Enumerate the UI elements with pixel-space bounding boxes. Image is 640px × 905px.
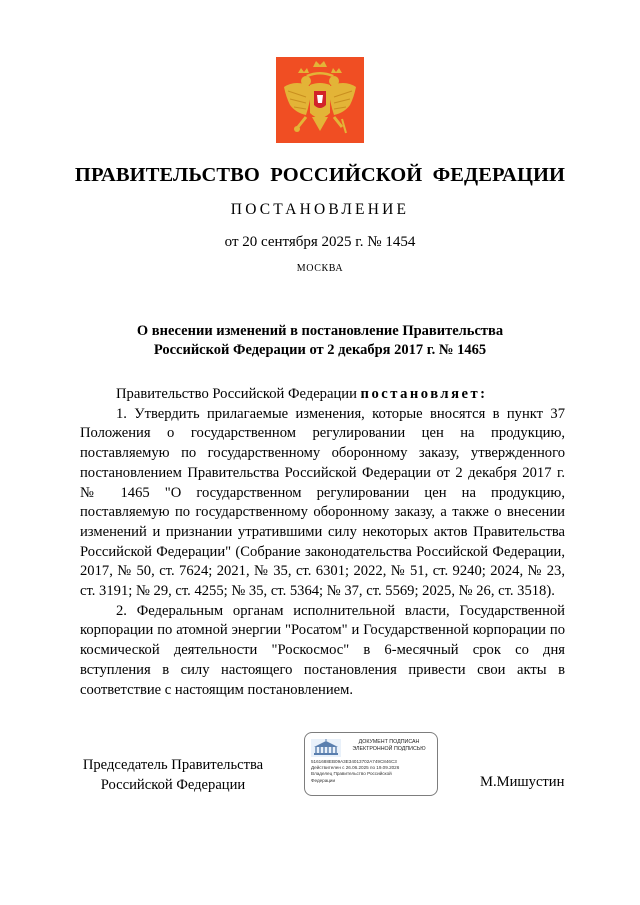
government-title: ПРАВИТЕЛЬСТВО РОССИЙСКОЙ ФЕДЕРАЦИИ bbox=[74, 164, 566, 186]
signatory-position-line-1: Председатель Правительства bbox=[82, 757, 264, 773]
coat-of-arms-icon bbox=[276, 57, 364, 143]
stamp-certificate: 5161688EB09A3E34013702A749C846C3 bbox=[311, 759, 397, 764]
stamp-owner-line-1: Владелец Правительство Российской bbox=[311, 771, 392, 777]
paragraph-item-2: 2. Федеральным органам исполнительной власти, Государственной корпорации по атомной энергии "Росатом" и Государственной корпорации по космической деятельности "Роскосмос" в 6-месячный срок со дня вступления в силу настоящего постановления привести свои акты в соответствие с настоящим постановлением. bbox=[80, 602, 565, 698]
document-city: МОСКВА bbox=[296, 263, 344, 274]
stamp-title bbox=[343, 739, 435, 753]
signatory-position bbox=[78, 756, 268, 795]
signatory-name: М.Мишустин bbox=[480, 774, 565, 790]
decides-text: постановляет: bbox=[360, 386, 488, 402]
document-date-number: от 20 сентября 2025 г. № 1454 bbox=[224, 234, 416, 250]
stamp-title-line-2: ЭЛЕКТРОННОЙ ПОДПИСЬЮ bbox=[352, 746, 426, 752]
government-building-icon bbox=[311, 739, 341, 757]
opening-paragraph bbox=[80, 385, 565, 405]
subject-line-2: Российской Федерации от 2 декабря 2017 г. № 1465 bbox=[153, 342, 487, 358]
stamp-details bbox=[311, 759, 435, 784]
paragraph-item-1: 1. Утвердить прилагаемые изменения, которые вносятся в пункт 37 Положения о государственном регулировании цен на продукцию, поставляемую по государственному оборонному заказу, утвержденного постановлением Правительства Российской Федерации от 2 декабря 2017 г. № 1465 "О государственном регулировании цен на продукцию, поставляемую по государственному оборонному заказу, а также о внесении изменений и признании утратившими силу некоторых актов Правительства Российской Федерации" (Собрание законодательства Российской Федерации, 2017, № 50, ст. 7624; 2021, № 35, ст. 6301; 2022, № 51, ст. 9240; 2024, № 23, ст. 3191; № 29, ст. 4255; № 35, ст. 5364; № 37, ст. 5569; 2025, № 26, ст. 3518). bbox=[80, 405, 565, 600]
electronic-signature-stamp bbox=[304, 732, 438, 796]
document-subject bbox=[100, 322, 540, 360]
document-body bbox=[80, 385, 565, 700]
stamp-validity: Действителен с 26.06.2025 по 19.09.2026 bbox=[311, 765, 400, 771]
document-type: ПОСТАНОВЛЕНИЕ bbox=[230, 201, 410, 218]
signatory-position-line-2: Российской Федерации bbox=[100, 776, 246, 793]
subject-line-1: О внесении изменений в постановление Правительства bbox=[136, 323, 504, 339]
stamp-owner-line-2: Федерации bbox=[311, 777, 336, 783]
stamp-title-line-1: ДОКУМЕНТ ПОДПИСАН bbox=[358, 739, 420, 745]
opening-text: Правительство Российской Федерации bbox=[116, 386, 357, 402]
